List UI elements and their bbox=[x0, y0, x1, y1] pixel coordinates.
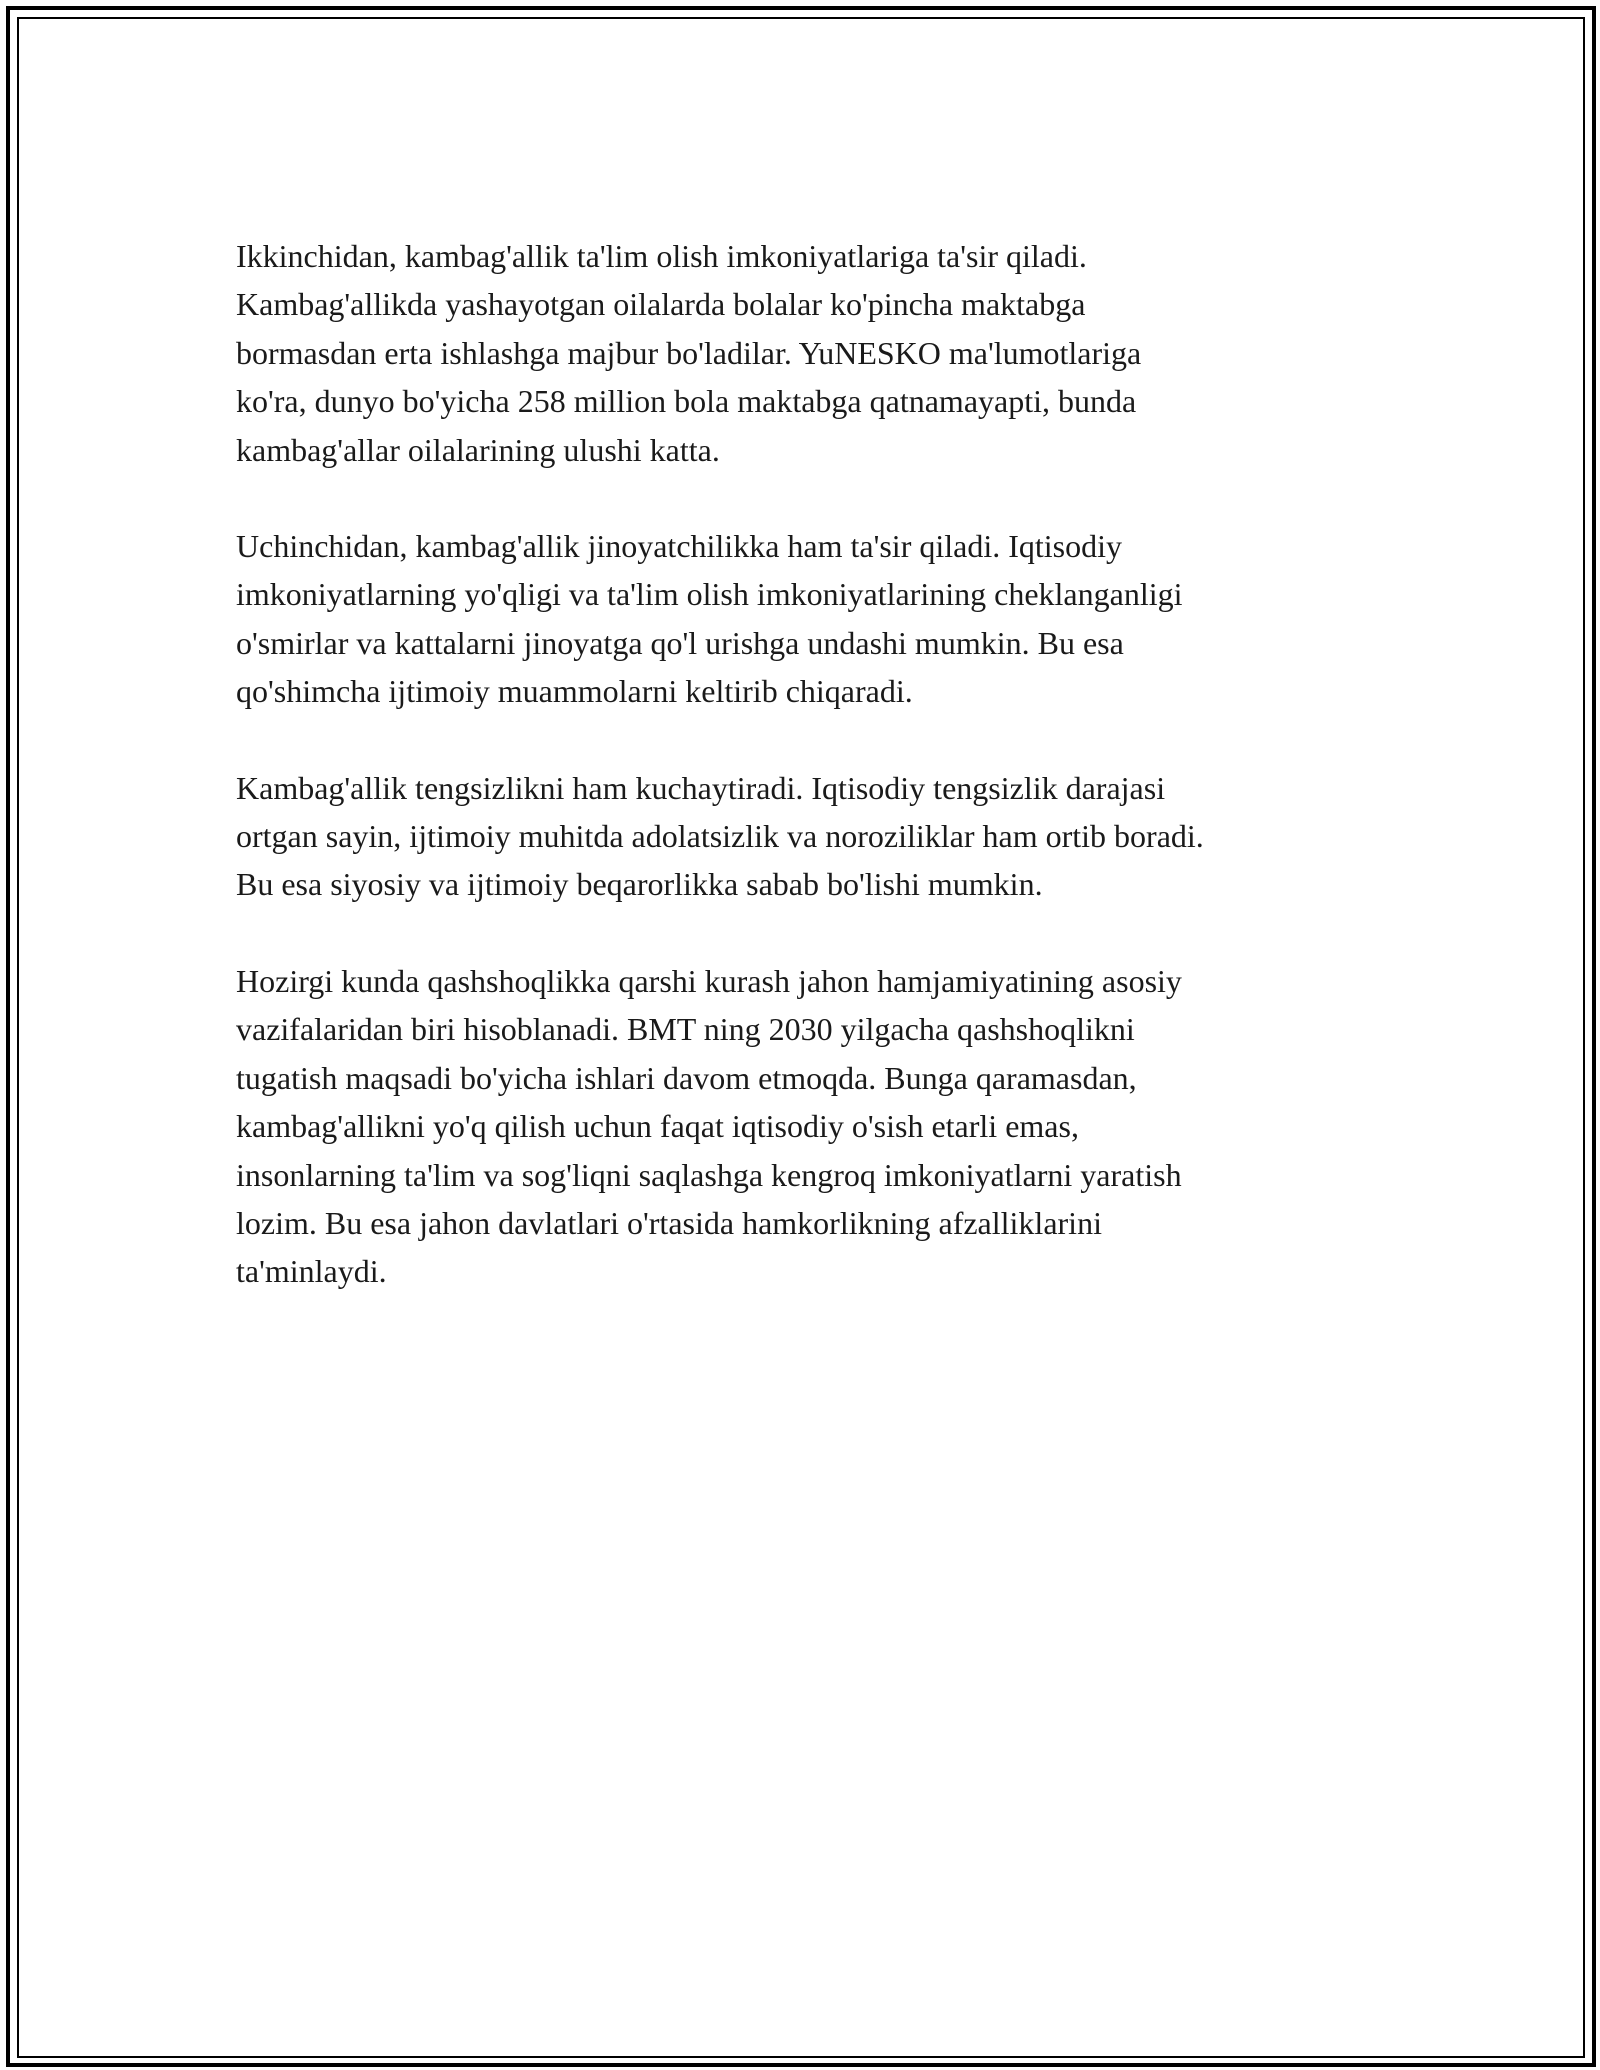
paragraph-3: Kambag'allik tengsizlikni ham kuchaytiradi. Iqtisodiy tengsizlik darajasi ortgan sayin, ijtimoiy muhitda adolatsizlik va noroziliklar ham ortib boradi. Bu esa siyosiy va ijtimoiy beqarorlikka sabab bo'lishi mumkin. bbox=[236, 769, 1204, 903]
paragraph-4: Hozirgi kunda qashshoqlikka qarshi kurash jahon hamjamiyatining asosiy vazifalaridan biri hisoblanadi. BMT ning 2030 yilgacha qashshoqlikni tugatish maqsadi bo'yicha ishlari davom etmoqda. Bunga qaramasdan, kambag'allikni yo'q qilish uchun faqat iqtisodiy o'sish etarli emas, insonlarning ta'lim va sog'liqni saqlashga kengroq imkoniyatlarni yaratish lozim. Bu esa jahon davlatlari o'rtasida hamkorlikning afzalliklarini ta'minlaydi. bbox=[236, 962, 1182, 1290]
document-body bbox=[236, 232, 1376, 1344]
paragraph-2: Uchinchidan, kambag'allik jinoyatchilikka ham ta'sir qiladi. Iqtisodiy imkoniyatlarning yo'qligi va ta'lim olish imkoniyatlarining cheklanganligi o'smirlar va kattalarni jinoyatga qo'l urishga undashi mumkin. Bu esa qo'shimcha ijtimoiy muammolarni keltirib chiqaradi. bbox=[236, 528, 1183, 710]
paragraph-1: Ikkinchidan, kambag'allik ta'lim olish imkoniyatlariga ta'sir qiladi. Kambag'allikda yashayotgan oilalarda bolalar ko'pincha maktabga bormasdan erta ishlashga majbur bo'ladilar. YuNESKO ma'lumotlariga ko'ra, dunyo bo'yicha 258 million bola maktabga qatnamayapti, bunda kambag'allar oilalarining ulushi katta. bbox=[236, 238, 1142, 468]
